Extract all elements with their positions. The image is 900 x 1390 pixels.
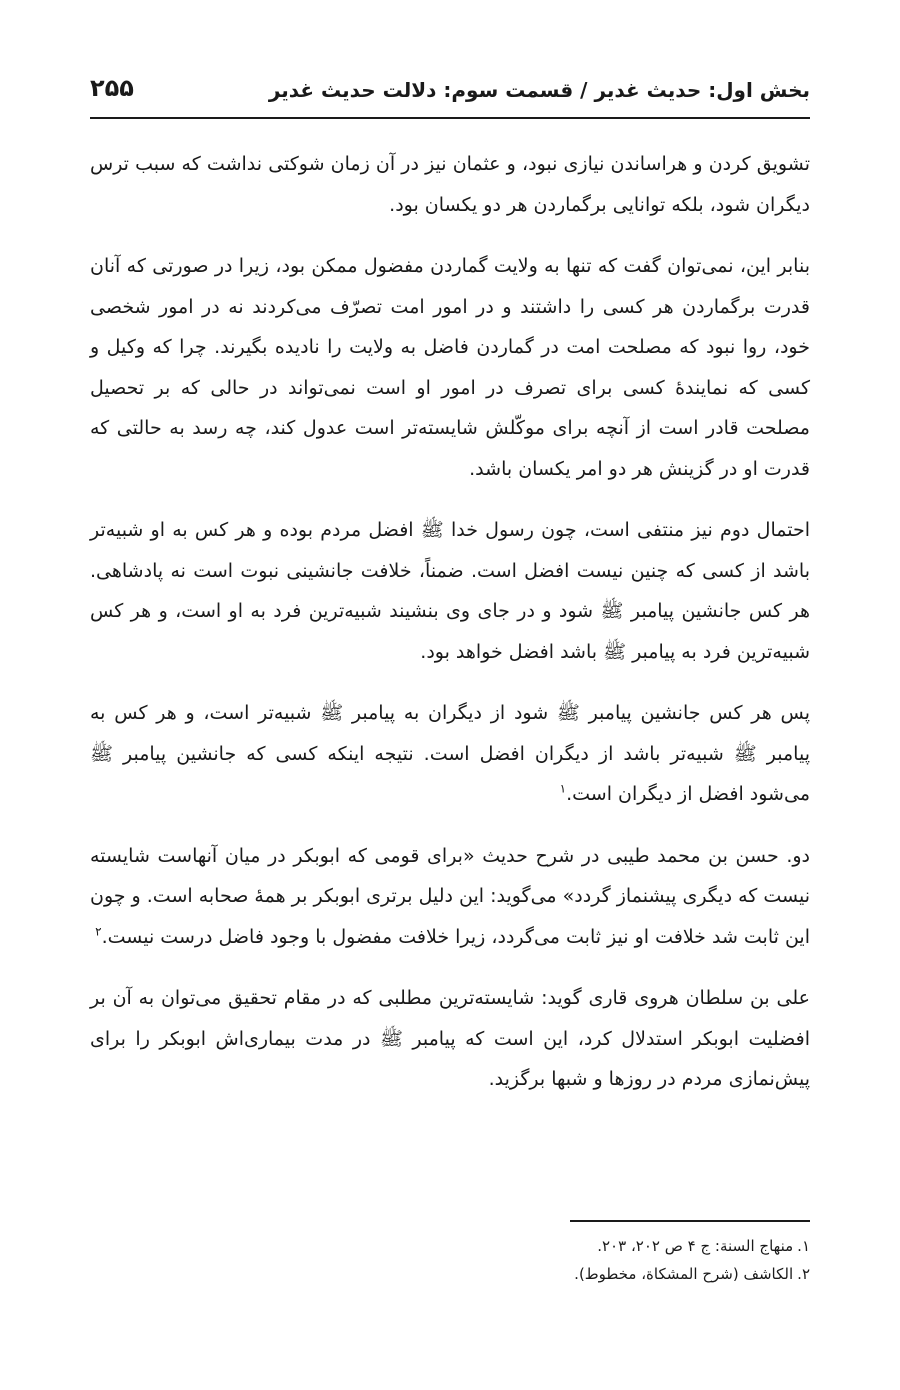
book-page bbox=[90, 70, 810, 1320]
paragraph-1 bbox=[90, 144, 810, 225]
paragraph-2 bbox=[90, 246, 810, 489]
paragraph-4-text: پس هر کس جانشین پیامبر ﷺ شود از دیگران به پیامبر ﷺ شبیه‌تر است، و هر کس به پیامبر ﷺ شبیه‌تر باشد از دیگران افضل است. نتیجه اینکه کسی که جانشین پیامبر ﷺ می‌شود افضل از دیگران است. bbox=[90, 702, 810, 805]
body-text bbox=[90, 144, 810, 1121]
footnote-2-text: الکاشف (شرح المشکاة، مخطوط). bbox=[574, 1265, 794, 1283]
paragraph-3 bbox=[90, 510, 810, 672]
paragraph-1-text: تشویق کردن و هراساندن نیازی نبود، و عثمان نیز در آن زمان شوکتی نداشت که سبب ترس دیگران شود، بلکه توانایی برگماردن هر دو یکسان بود. bbox=[90, 153, 810, 216]
footnote-2-number: ۲. bbox=[797, 1265, 810, 1283]
footnote-1 bbox=[90, 1232, 810, 1260]
paragraph-5 bbox=[90, 836, 810, 958]
footnote-1-number: ۱. bbox=[797, 1237, 810, 1255]
footnote-rule bbox=[570, 1220, 810, 1222]
paragraph-2-text: بنابر این، نمی‌توان گفت که تنها به ولایت گماردن مفضول ممکن بود، زیرا در صورتی که آنان قدرت برگماردن هر کسی را داشتند و در امور امت تصرّف می‌کردند نه در امور شخصی خود، روا نبود که مصلحت امت در گماردن فاضل به ولایت را نادیده بگیرند. چرا که وکیل و کسی که نمایندهٔ کسی برای تصرف در امور او است نمی‌تواند در حالی که بر تحصیل مصلحت قادر است از آنچه برای موکّلش شایسته‌تر است عدول کند، چه رسد به حالتی که قدرت او در گزینش هر دو امر یکسان باشد. bbox=[90, 255, 810, 480]
paragraph-6 bbox=[90, 978, 810, 1100]
footnote-ref-2[interactable]: ۲ bbox=[95, 924, 102, 939]
paragraph-3-text: احتمال دوم نیز منتفی است، چون رسول خدا ﷺ افضل مردم بوده و هر کس به او شبیه‌تر باشد از کسی که چنین نیست افضل است. ضمناً، خلافت جانشینی نبوت است نه پادشاهی. هر کس جانشین پیامبر ﷺ شود و در جای وی بنشیند شبیه‌ترین فرد به او است، و هر کس شبیه‌ترین فرد به پیامبر ﷺ باشد افضل خواهد بود. bbox=[90, 519, 810, 663]
paragraph-4 bbox=[90, 693, 810, 815]
running-header bbox=[90, 74, 810, 118]
footnote-ref-1[interactable]: ۱ bbox=[559, 781, 567, 796]
page-number: ۲۵۵ bbox=[90, 74, 134, 102]
running-title: بخش اول: حدیث غدیر / قسمت سوم: دلالت حدیث غدیر bbox=[268, 78, 810, 102]
footnotes bbox=[90, 1220, 810, 1288]
footnote-2 bbox=[90, 1260, 810, 1288]
paragraph-6-text: علی بن سلطان هروی قاری گوید: شایسته‌ترین مطلبی که در مقام تحقیق می‌توان به آن بر افضلیت ابوبکر استدلال کرد، این است که پیامبر ﷺ در مدت بیماری‌اش ابوبکر را برای پیش‌نمازی مردم در روزها و شبها برگزید. bbox=[90, 987, 810, 1090]
paragraph-5-text: دو. حسن بن محمد طیبی در شرح حدیث «برای قومی که ابوبکر در میان آنهاست شایسته نیست که دیگری پیشنماز گردد» می‌گوید: این دلیل برتری ابوبکر بر همهٔ صحابه است. و چون این ثابت شد خلافت او نیز ثابت می‌گردد، زیرا خلافت مفضول با وجود فاضل درست نیست. bbox=[90, 844, 810, 948]
footnote-1-text: منهاج السنة: ج ۴ ص ۲۰۲، ۲۰۳. bbox=[597, 1237, 794, 1255]
header-rule bbox=[90, 117, 810, 119]
